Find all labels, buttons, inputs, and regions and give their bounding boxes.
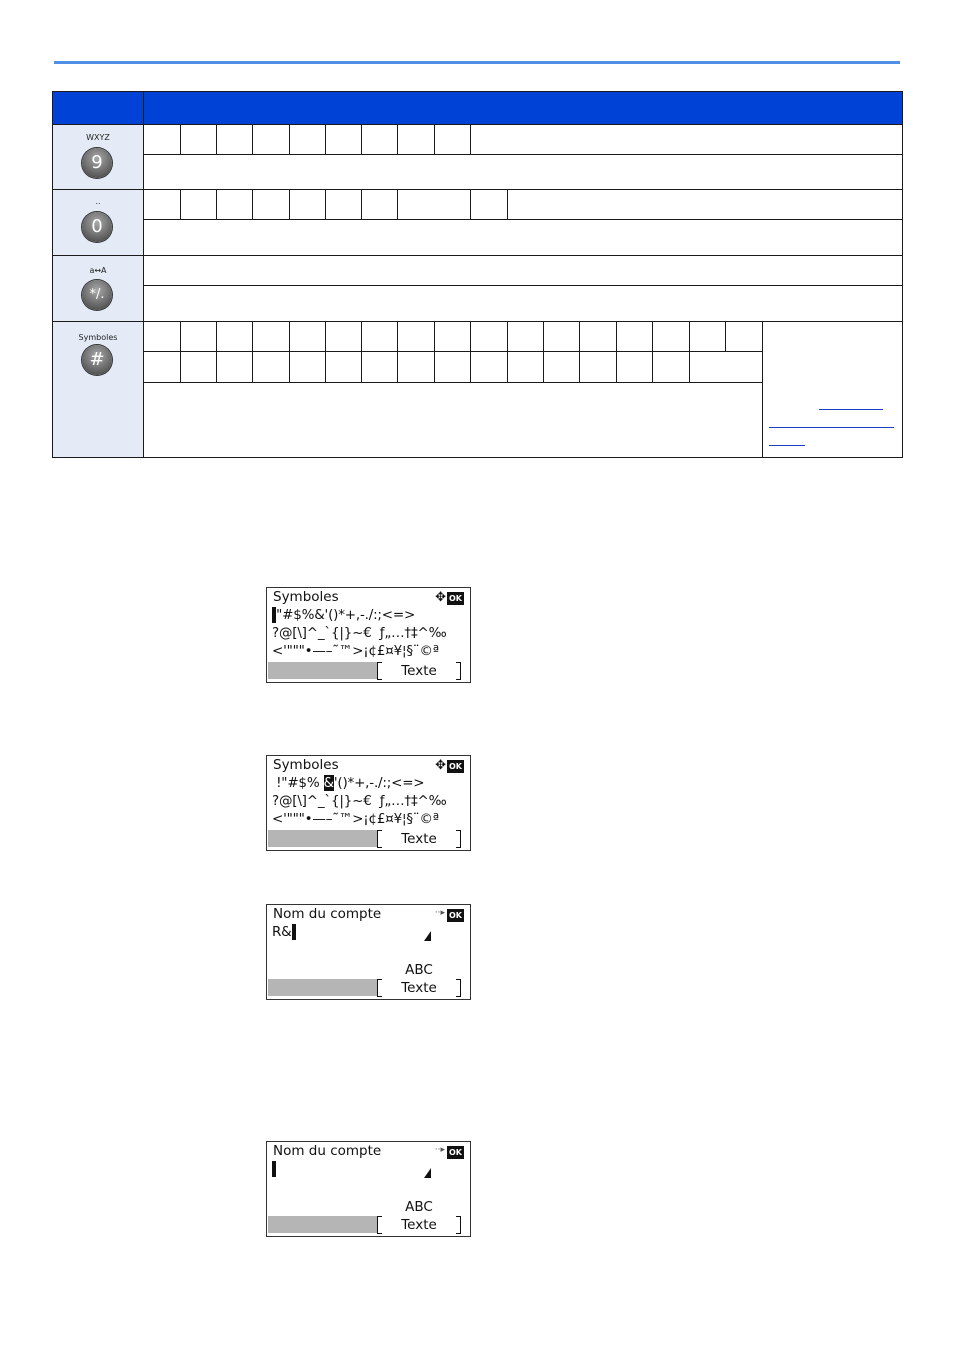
key-9-icon: 9	[82, 148, 112, 178]
screen-title: Nom du compte	[273, 906, 382, 922]
symbol-line-1: "#$%&'()*+,-./:;<=>	[272, 607, 415, 623]
key-character-table	[52, 91, 903, 458]
lcd-screen-account-1	[266, 904, 471, 1000]
softkey-bar	[268, 1216, 378, 1233]
key-0-icon: 0	[82, 212, 112, 242]
text-cursor	[272, 1161, 276, 1177]
key-9-caption: WXYZ	[86, 133, 110, 142]
four-way-arrow-icon: ✥	[435, 758, 446, 773]
softkey-texte[interactable]: Texte	[401, 663, 437, 679]
softkey-texte[interactable]: Texte	[401, 1217, 437, 1233]
lcd-screen-account-2	[266, 1141, 471, 1237]
lcd-screen-symbols-2	[266, 755, 471, 851]
text-cursor	[292, 924, 296, 940]
softkey-texte[interactable]: Texte	[401, 980, 437, 996]
text-cursor: &	[323, 775, 334, 791]
account-name-value: R&	[272, 924, 292, 940]
screen-title: Nom du compte	[273, 1143, 382, 1159]
symbol-line-2: ?@[\]^_`{|}~€ ƒ„…†‡^‰	[272, 625, 447, 641]
signal-wedge-icon	[424, 1168, 431, 1178]
symbol-line-2: ?@[\]^_`{|}~€ ƒ„…†‡^‰	[272, 793, 447, 809]
symbol-line-3: <'"""•—–˜™>¡¢£¤¥¦§¨©ª	[272, 643, 439, 659]
arrow-right-icon: ··▸	[434, 1145, 445, 1155]
four-way-arrow-icon: ✥	[435, 590, 446, 605]
input-mode: ABC	[405, 962, 433, 978]
softkey-bar	[268, 830, 378, 847]
input-line	[272, 1161, 276, 1177]
header-rule	[54, 61, 900, 64]
softkey-bar	[268, 979, 378, 996]
input-mode: ABC	[405, 1199, 433, 1215]
key-hash-icon: #	[82, 345, 112, 375]
reference-link[interactable]	[769, 427, 894, 428]
key-0-caption: ..	[95, 197, 101, 206]
key-star-icon: */.	[82, 280, 112, 310]
screen-title: Symboles	[273, 589, 339, 605]
arrow-right-icon: ··▸	[434, 908, 445, 918]
ok-icon: OK	[449, 1148, 462, 1157]
reference-link[interactable]	[819, 409, 883, 410]
ok-icon: OK	[449, 911, 462, 920]
screen-title: Symboles	[273, 757, 339, 773]
signal-wedge-icon	[424, 931, 431, 941]
key-hash-caption: Symboles	[78, 333, 118, 342]
ok-icon: OK	[449, 594, 462, 603]
lcd-screen-symbols-1	[266, 587, 471, 683]
reference-link[interactable]	[769, 445, 805, 446]
symbol-line-3: <'"""•—–˜™>¡¢£¤¥¦§¨©ª	[272, 811, 439, 827]
ok-icon: OK	[449, 762, 462, 771]
softkey-bar	[268, 662, 378, 679]
softkey-texte[interactable]: Texte	[401, 831, 437, 847]
input-line	[272, 924, 296, 940]
table-header	[53, 92, 902, 124]
symbol-line-1: !"#$% &'()*+,-./:;<=>	[272, 775, 425, 791]
key-star-caption: a↔A	[89, 266, 107, 275]
